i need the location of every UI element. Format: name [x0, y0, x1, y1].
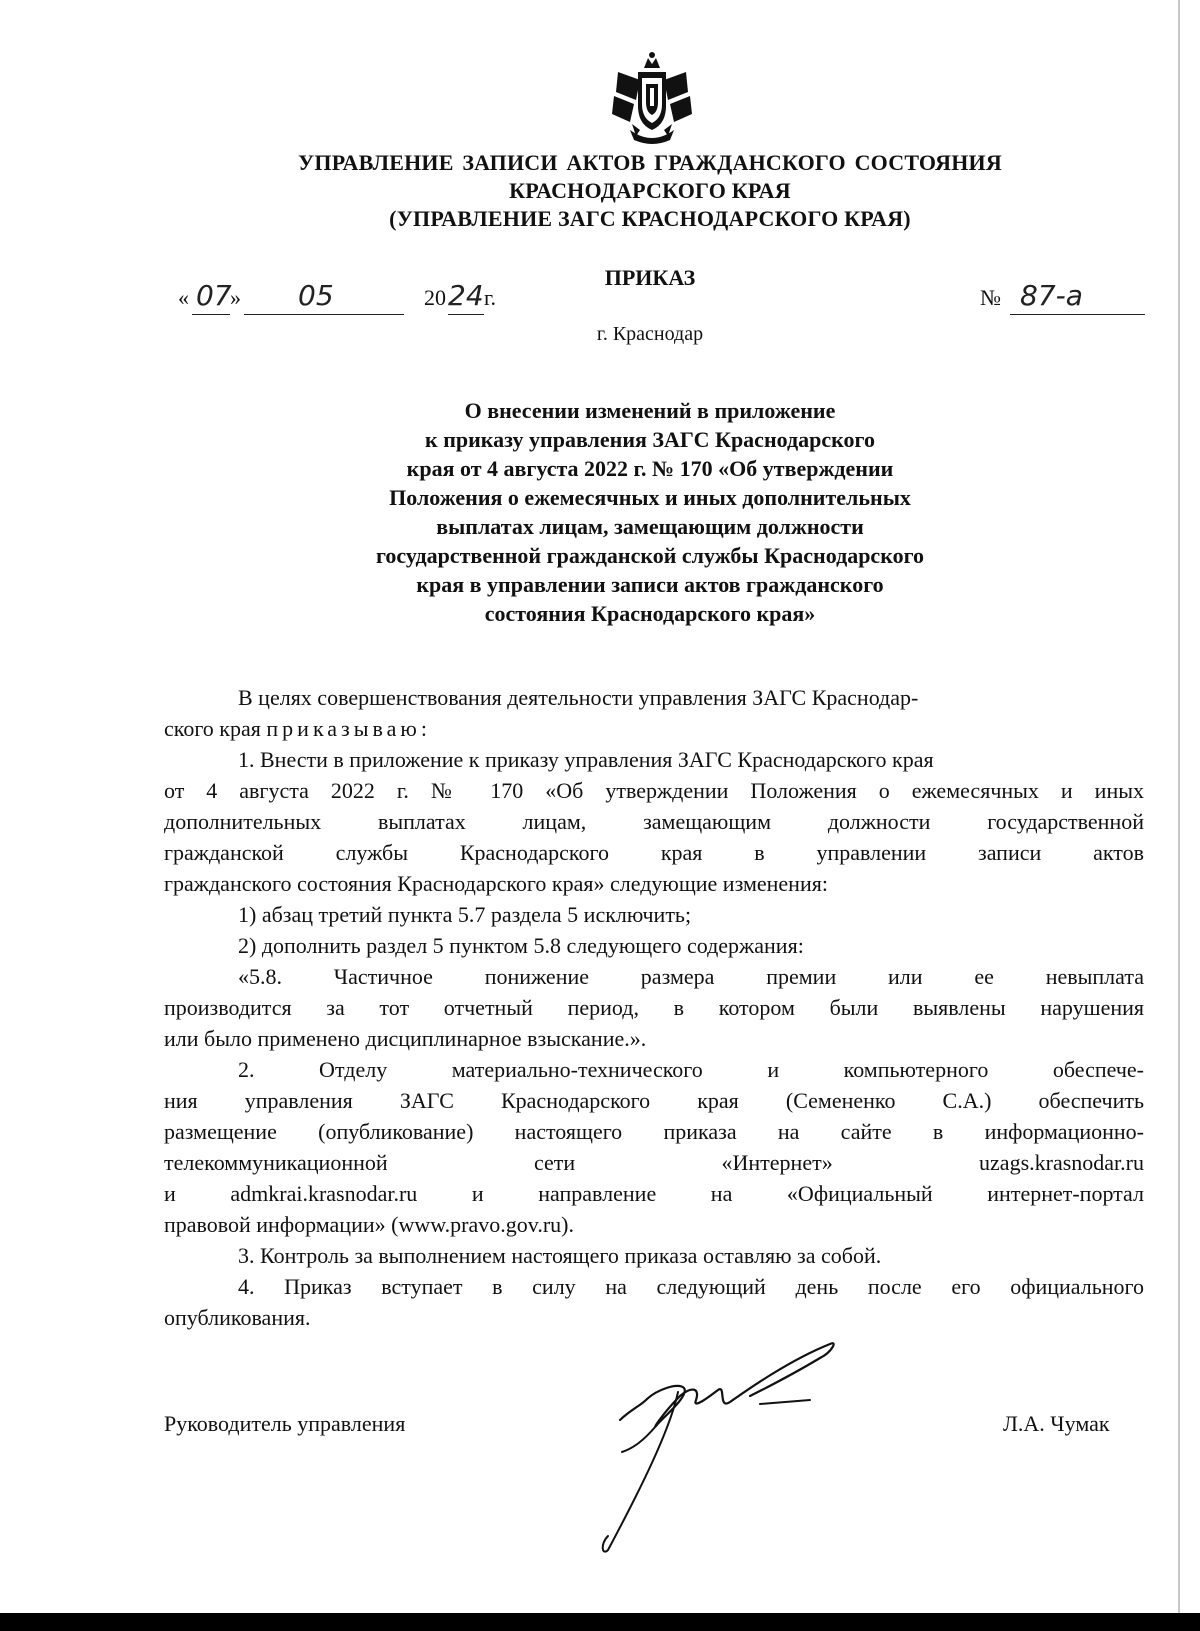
body-line: В целях совершенствования деятельности управления ЗАГС Краснодар-	[238, 685, 919, 710]
coat-of-arms-icon	[610, 50, 694, 146]
subject-line: государственной гражданской службы Краснодарского	[375, 543, 925, 568]
body-line: ния управления ЗАГС Краснодарского края (Семененко С.А.) обеспечить	[164, 1088, 1144, 1113]
body-line: или было применено дисциплинарное взыскание.».	[164, 1026, 647, 1051]
subject-line: края от 4 августа 2022 г. № 170 «Об утверждении	[406, 456, 894, 481]
subject-line: Положения о ежемесячных и иных дополнительных	[389, 485, 911, 510]
body-line: 2. Отделу материально-технического и компьютерного обеспече-	[238, 1057, 1144, 1082]
body-line: размещение (опубликование) настоящего приказа на сайте в информационно-	[164, 1119, 1144, 1144]
order-title: ПРИКАЗ	[604, 265, 696, 290]
header-line-3: (УПРАВЛЕНИЕ ЗАГС КРАСНОДАРСКОГО КРАЯ)	[389, 206, 911, 231]
body-line: 3. Контроль за выполнением настоящего приказа оставляю за собой.	[238, 1243, 882, 1268]
header-line-1: УПРАВЛЕНИЕ ЗАПИСИ АКТОВ ГРАЖДАНСКОГО СОСТОЯНИЯ	[298, 150, 1002, 175]
signature-icon	[600, 1330, 890, 1560]
date-month: 05	[298, 279, 334, 312]
body-line: от 4 августа 2022 г. № 170 «Об утверждении Положения о ежемесячных и иных	[164, 778, 1144, 803]
body-spaced-word: приказываю:	[266, 716, 431, 741]
body-line: и admkrai.krasnodar.ru и направление на «Официальный интернет-портал	[164, 1181, 1144, 1206]
body-line: 1. Внести в приложение к приказу управления ЗАГС Краснодарского края	[238, 747, 934, 772]
subject-line: края в управлении записи актов гражданского	[416, 572, 884, 597]
scan-bottom-border	[0, 1613, 1200, 1631]
date-year-suffix: 24	[448, 279, 484, 312]
body-line: «5.8. Частичное понижение размера премии или ее невыплата	[238, 964, 1144, 989]
subject-line: к приказу управления ЗАГС Краснодарского	[425, 427, 875, 452]
header-line-2: КРАСНОДАРСКОГО КРАЯ	[509, 178, 791, 203]
body-line: 2) дополнить раздел 5 пунктом 5.8 следующего содержания:	[238, 933, 804, 958]
body-line: правовой информации» (www.pravo.gov.ru).	[164, 1212, 574, 1237]
signature-name: Л.А. Чумак	[1003, 1411, 1110, 1436]
order-number	[980, 279, 1145, 325]
number-sign: №	[980, 285, 1001, 310]
number-underline	[1010, 314, 1145, 315]
date-year-prefix: 20	[424, 285, 446, 310]
subject-line: выплатах лицам, замещающим должности	[436, 514, 864, 539]
date-open-quote: «	[178, 285, 189, 310]
order-subject	[240, 396, 1060, 628]
body-line: гражданской службы Краснодарского края в управлении записи актов	[164, 840, 1144, 865]
date-day: 07	[196, 279, 232, 312]
body-line: дополнительных выплатах лицам, замещающим должности государственной	[164, 809, 1144, 834]
body-line: опубликования.	[164, 1305, 311, 1330]
subject-line: О внесении изменений в приложение	[464, 398, 836, 423]
body-line	[164, 713, 1144, 744]
date-close-quote: »	[230, 285, 241, 310]
day-underline	[192, 314, 230, 315]
body-line: 4. Приказ вступает в силу на следующий день после его официального	[238, 1274, 1144, 1299]
body-text: ского края	[164, 716, 261, 741]
year-underline	[448, 314, 484, 315]
body-line: 1) абзац третий пункта 5.7 раздела 5 исключить;	[238, 902, 692, 927]
body-line: гражданского состояния Краснодарского края» следующие изменения:	[164, 871, 828, 896]
order-body	[164, 682, 1144, 1333]
body-line: производится за тот отчетный период, в котором были выявлены нарушения	[164, 995, 1144, 1020]
subject-line: состояния Краснодарского края»	[484, 601, 816, 626]
order-city: г. Краснодар	[596, 323, 704, 345]
number-value: 87-а	[1020, 279, 1083, 312]
date-year-end: г.	[484, 285, 497, 310]
scan-edge	[1178, 0, 1180, 1631]
month-underline	[244, 314, 404, 315]
signature-title: Руководитель управления	[164, 1411, 406, 1436]
body-line: телекоммуникационной сети «Интернет» uzags.krasnodar.ru	[164, 1150, 1144, 1175]
